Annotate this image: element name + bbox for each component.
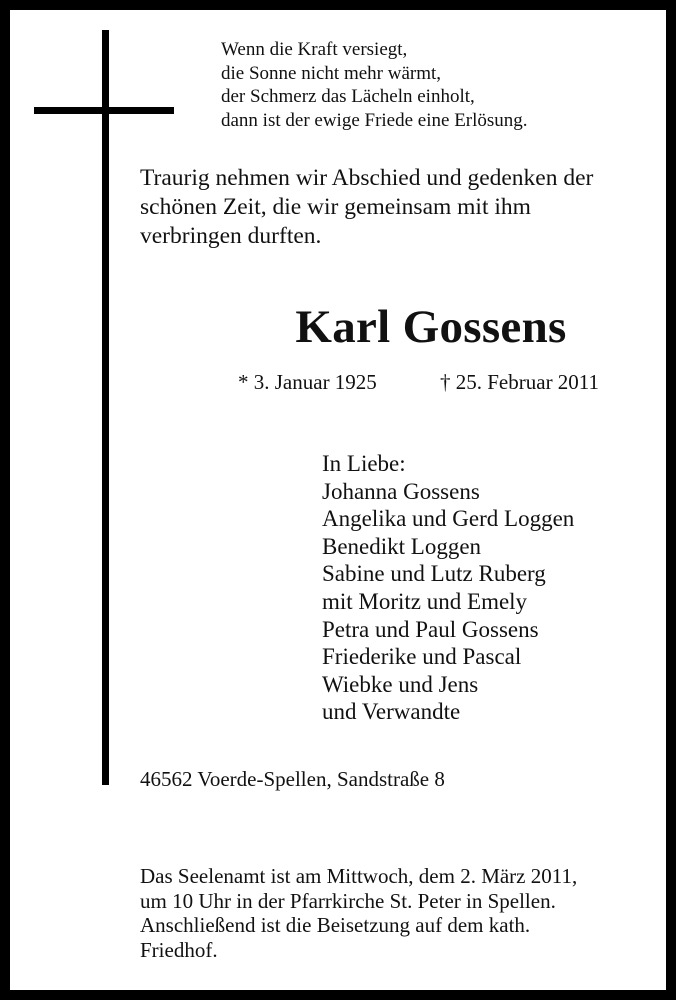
cross-horizontal-bar (34, 107, 174, 114)
intro-line: verbringen durften. (140, 223, 322, 249)
intro-text (140, 164, 593, 251)
family-line: Johanna Gossens (322, 478, 480, 504)
deceased-name (10, 300, 676, 354)
intro-line: schönen Zeit, die wir gemeinsam mit ihm (140, 194, 531, 220)
deceased-name-text: Karl Gossens (295, 301, 567, 353)
birth-date: * 3. Januar 1925 (238, 370, 377, 394)
poem-line: der Schmerz das Lächeln einholt, (221, 86, 475, 107)
service-line: Anschließend ist die Beisetzung auf dem kath. (140, 913, 531, 937)
death-date: † 25. Februar 2011 (440, 370, 600, 394)
poem-line: Wenn die Kraft versiegt, (221, 39, 408, 60)
service-line: Das Seelenamt ist am Mittwoch, dem 2. März 2011, (140, 864, 578, 888)
family-line: und Verwandte (322, 699, 461, 725)
family-list (322, 450, 574, 726)
family-line: Friederike und Pascal (322, 644, 522, 670)
family-line: Angelika und Gerd Loggen (322, 506, 575, 532)
family-line: In Liebe: (322, 451, 406, 476)
intro-line: Traurig nehmen wir Abschied und gedenken der (140, 165, 594, 191)
poem-line: dann ist der ewige Friede eine Erlösung. (221, 109, 528, 131)
poem-line: die Sonne nicht mehr wärmt, (221, 62, 442, 84)
cross-vertical-bar (102, 30, 109, 785)
service-info (140, 864, 577, 962)
family-line: mit Moritz und Emely (322, 588, 528, 614)
address: 46562 Voerde-Spellen, Sandstraße 8 (140, 767, 445, 791)
service-line: um 10 Uhr in der Pfarrkirche St. Peter in Spellen. (140, 888, 556, 913)
service-line: Friedhof. (140, 937, 218, 962)
family-line: Benedikt Loggen (322, 533, 482, 559)
family-line: Wiebke und Jens (322, 671, 479, 697)
family-line: Petra und Paul Gossens (322, 616, 539, 642)
poem (221, 38, 528, 132)
family-line: Sabine und Lutz Ruberg (322, 561, 546, 587)
